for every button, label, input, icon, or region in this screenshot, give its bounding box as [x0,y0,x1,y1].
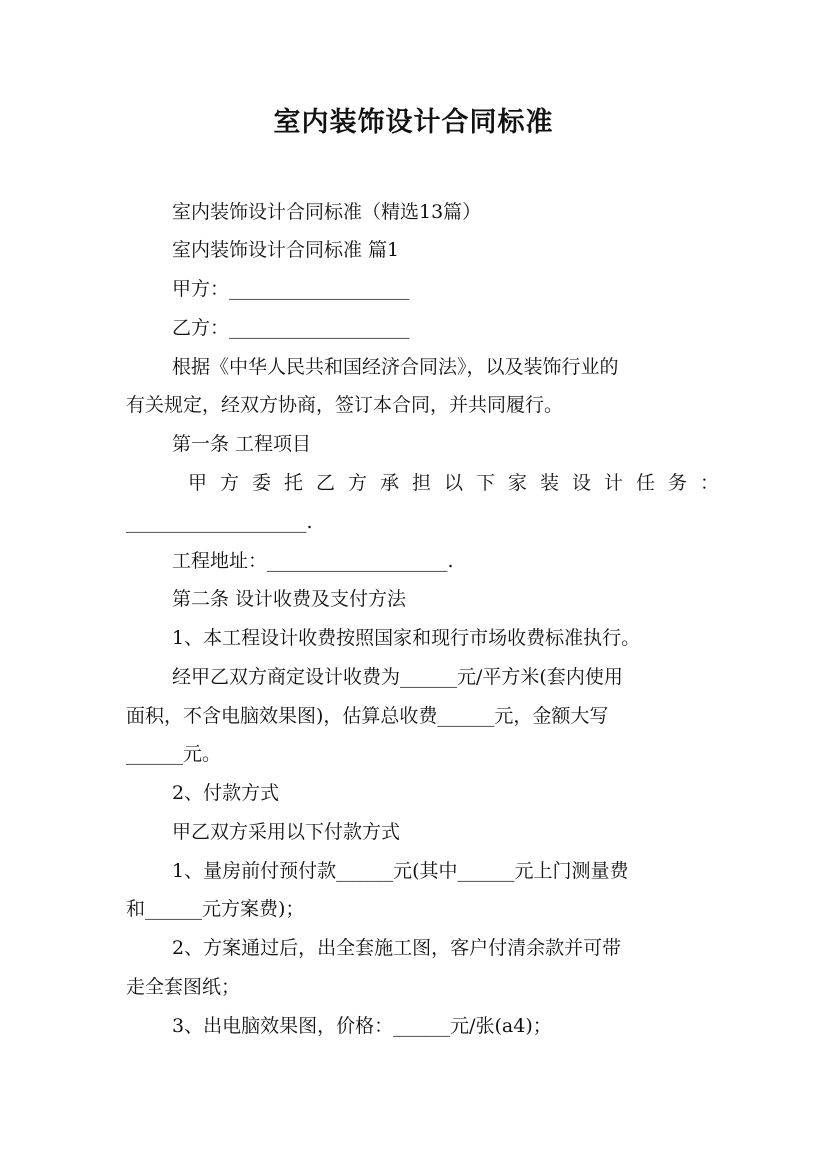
list-item: 2、方案通过后，出全套施工图，客户付清余款并可带 [172,937,622,959]
party-b-line: 乙方：___________________ [172,317,410,339]
spaced-text: 甲方委托乙方承担以下家装设计任务： [188,472,733,494]
party-a-line: 甲方：___________________ [172,278,410,300]
paragraph-line: ______元。 [126,743,222,765]
list-item-continued: 走全套图纸； [126,976,241,998]
list-item: 1、量房前付预付款______元(其中______元上门测量费 [172,860,629,882]
paragraph-line: 甲乙双方采用以下付款方式 [172,821,401,843]
document-title: 室内装饰设计合同标准 [273,107,554,138]
blank-line: ___________________. [126,511,313,533]
paragraph-line-spaced [188,471,733,495]
article-heading: 第一条 工程项目 [172,433,312,455]
subtitle-line: 室内装饰设计合同标准（精选13篇） [172,201,482,223]
list-item-continued: 和______元方案费)； [126,898,305,920]
paragraph-line: 根据《中华人民共和国经济合同法》，以及装饰行业的 [172,356,619,378]
address-line: 工程地址：___________________. [172,550,454,572]
paragraph-line: 有关规定，经双方协商，签订本合同，并共同履行。 [126,394,564,416]
list-heading: 2、付款方式 [172,782,280,804]
section-heading: 室内装饰设计合同标准 篇1 [172,239,400,261]
list-item: 3、出电脑效果图，价格：______元/张(a4)； [172,1015,552,1037]
paragraph-line: 面积，不含电脑效果图)，估算总收费______元，金额大写 [126,705,609,727]
paragraph-line: 经甲乙双方商定设计收费为______元/平方米(套内使用 [172,666,623,688]
paragraph-line: 1、本工程设计收费按照国家和现行市场收费标准执行。 [172,627,641,649]
article-heading: 第二条 设计收费及支付方法 [172,588,407,610]
